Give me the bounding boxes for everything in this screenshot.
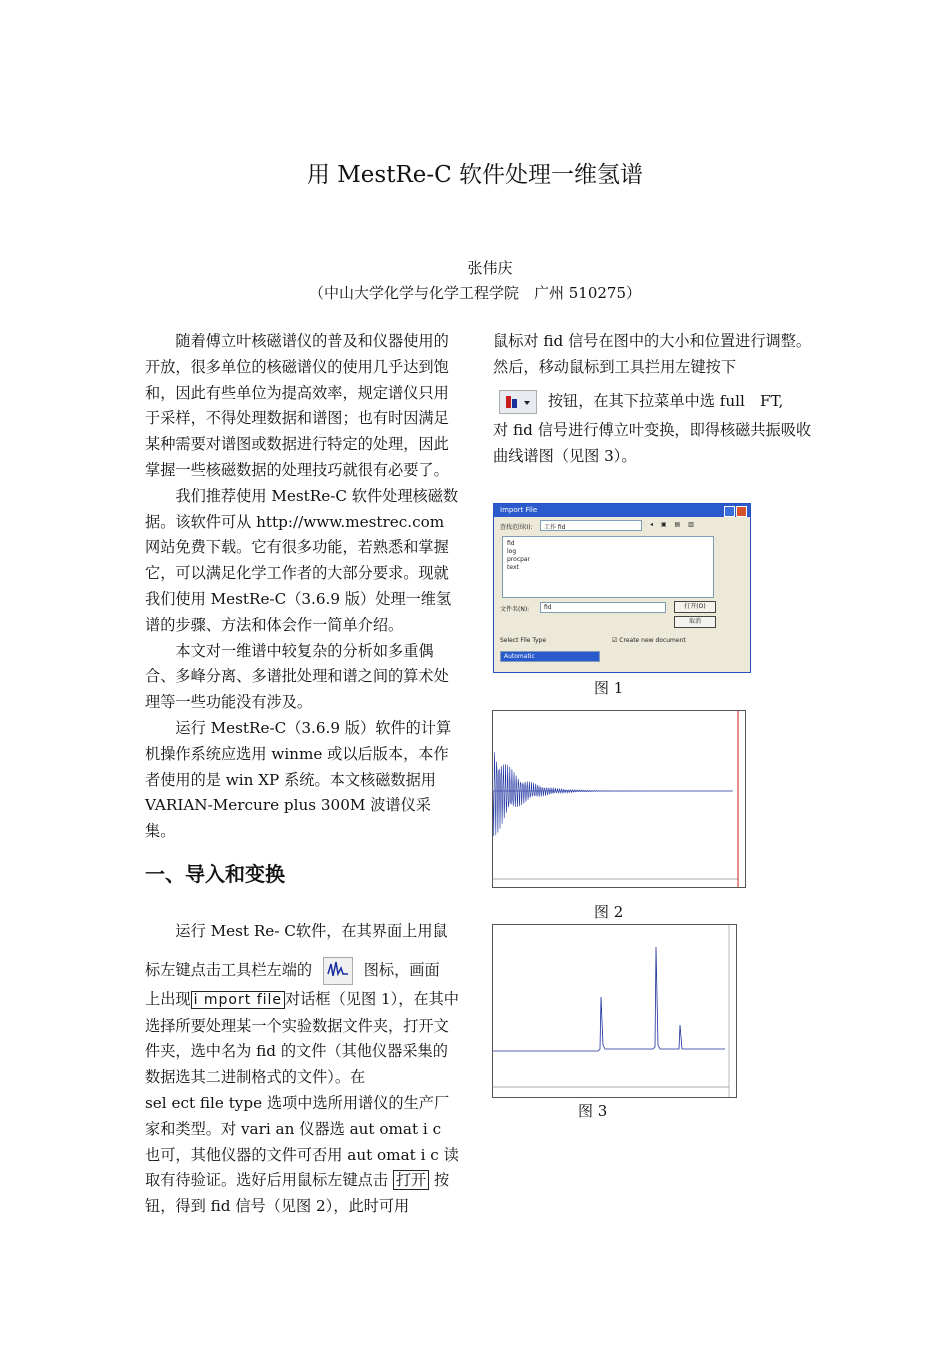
filename-label: 文件名(N): [500,606,530,613]
list-item[interactable]: procpar [507,556,531,563]
close-icon[interactable] [736,506,747,517]
import-file-icon [323,957,353,985]
paragraph-2: 我们推荐使用 MestRe-C 软件处理核磁数据。该软件可从 http://www.mestrec.com 网站免费下载。它有很多功能，若熟悉和掌握它，可以满足化学工作者的大部分要求。现就我们使用 MestRe-C（3.6.9 版）处理一维氢谱的步骤、方法和体会作一简单介绍。 [145,486,459,634]
file-list[interactable] [502,536,714,598]
figure-3-spectrum-plot [492,924,737,1098]
filename-value: fid [544,604,552,611]
left-column-section [145,919,459,1220]
nmr-spectrum [493,925,736,1097]
affiliation: （中山大学化学与化学工程学院 广州 510275） [308,284,642,302]
paragraph-4: 运行 MestRe-C（3.6.9 版）软件的计算机操作系统应选用 winme 或以后版本，本作者使用的是 win XP 系统。本文核磁数据用 VARIAN-Mercure plus 300M 波谱仪采集。 [145,718,452,841]
open-label: 打开 [393,1170,429,1190]
p5-body-3: 按钮，得到 fid 信号（见图 2），此时可用 [145,1171,450,1216]
cancel-button[interactable]: 取消 [674,616,716,628]
right-column [493,329,813,470]
file-type-value: Automatic [504,653,535,660]
paragraph-1: 随着傅立叶核磁谱仪的普及和仪器使用的开放，很多单位的核磁谱仪的使用几乎达到饱和，因此有些单位为提高效率，规定谱仪只用于采样，不得处理数据和谱图；也有时因满足某种需要对谱图或数据进行特定的处理，因此掌握一些核磁数据的处理技巧就很有必要了。 [145,332,449,479]
right-paragraph-b: 按钮，在其下拉菜单中选 full FT, [547,391,784,410]
fid-signal [493,711,745,887]
figure-2-fid-plot [492,710,746,888]
section-heading: 一、导入和变换 [145,862,285,886]
p5-line3: 上出现 [145,989,191,1008]
right-paragraph-c: 对 fid 信号进行傅立叶变换，即得核磁共振吸收曲线谱图（见图 3）。 [493,421,812,466]
new-document-checkbox[interactable]: ☑ Create new document [612,637,686,644]
figure-1-import-dialog [493,503,751,673]
paragraph-3: 本文对一维谱中较复杂的分析如多重偶合、多峰分离、多谱批处理和谱之间的算术处理等一些功能没有涉及。 [145,641,449,712]
list-item[interactable]: log [507,548,517,555]
ft-toolbar-icon [499,390,537,414]
toolbar-icons[interactable]: ◂ ▣ ▤ ▥ [650,521,697,528]
p5-line2: 标左键点击工具栏左端的 [145,960,313,979]
author: 张伟庆 [467,259,513,277]
help-icon[interactable] [724,506,735,517]
p5-body-2: sel ect file type 选项中选所用谱仪的生产厂家和类型。对 vari an 仪器选 aut omat i c 也可，其他仪器的文件可否用 aut omat i c 读取有待验证。选好后用鼠标左键点击 [145,1093,459,1190]
list-item[interactable]: text [507,564,519,571]
import-file-label: i mport file [191,991,285,1009]
left-column [145,329,459,845]
dialog-title: Import File [494,504,750,517]
file-items [507,540,530,572]
look-in-label: 查找范围(I): [500,524,533,531]
p5-line1: 运行 Mest Re- C软件，在其界面上用鼠 [175,922,448,940]
look-in-select[interactable] [540,520,642,531]
page-title: 用 MestRe-C 软件处理一维氢谱 [306,162,644,188]
filename-input[interactable] [540,602,666,613]
look-in-value: 工作 fid [544,524,566,531]
open-button[interactable]: 打开(O) [674,601,716,613]
figure-3-caption: 图 3 [578,1102,608,1120]
figure-1-caption: 图 1 [594,679,624,697]
list-item[interactable]: fid [507,540,515,547]
p5-body: 对话框（见图 1），在其中选择所要处理某一个实验数据文件夹，打开文件夹，选中名为 fid 的文件（其他仪器采集的数据选其二进制格式的文件）。在 [145,989,459,1087]
file-type-label: Select File Type [500,637,547,644]
file-type-select[interactable] [500,651,600,662]
new-document-label: Create new document [619,637,686,644]
p5-line2-end: 图标，画面 [363,960,440,979]
figure-2-caption: 图 2 [594,903,624,921]
right-paragraph-a: 鼠标对 fid 信号在图中的大小和位置进行调整。然后，移动鼠标到工具拦用左键按下 [493,332,812,376]
